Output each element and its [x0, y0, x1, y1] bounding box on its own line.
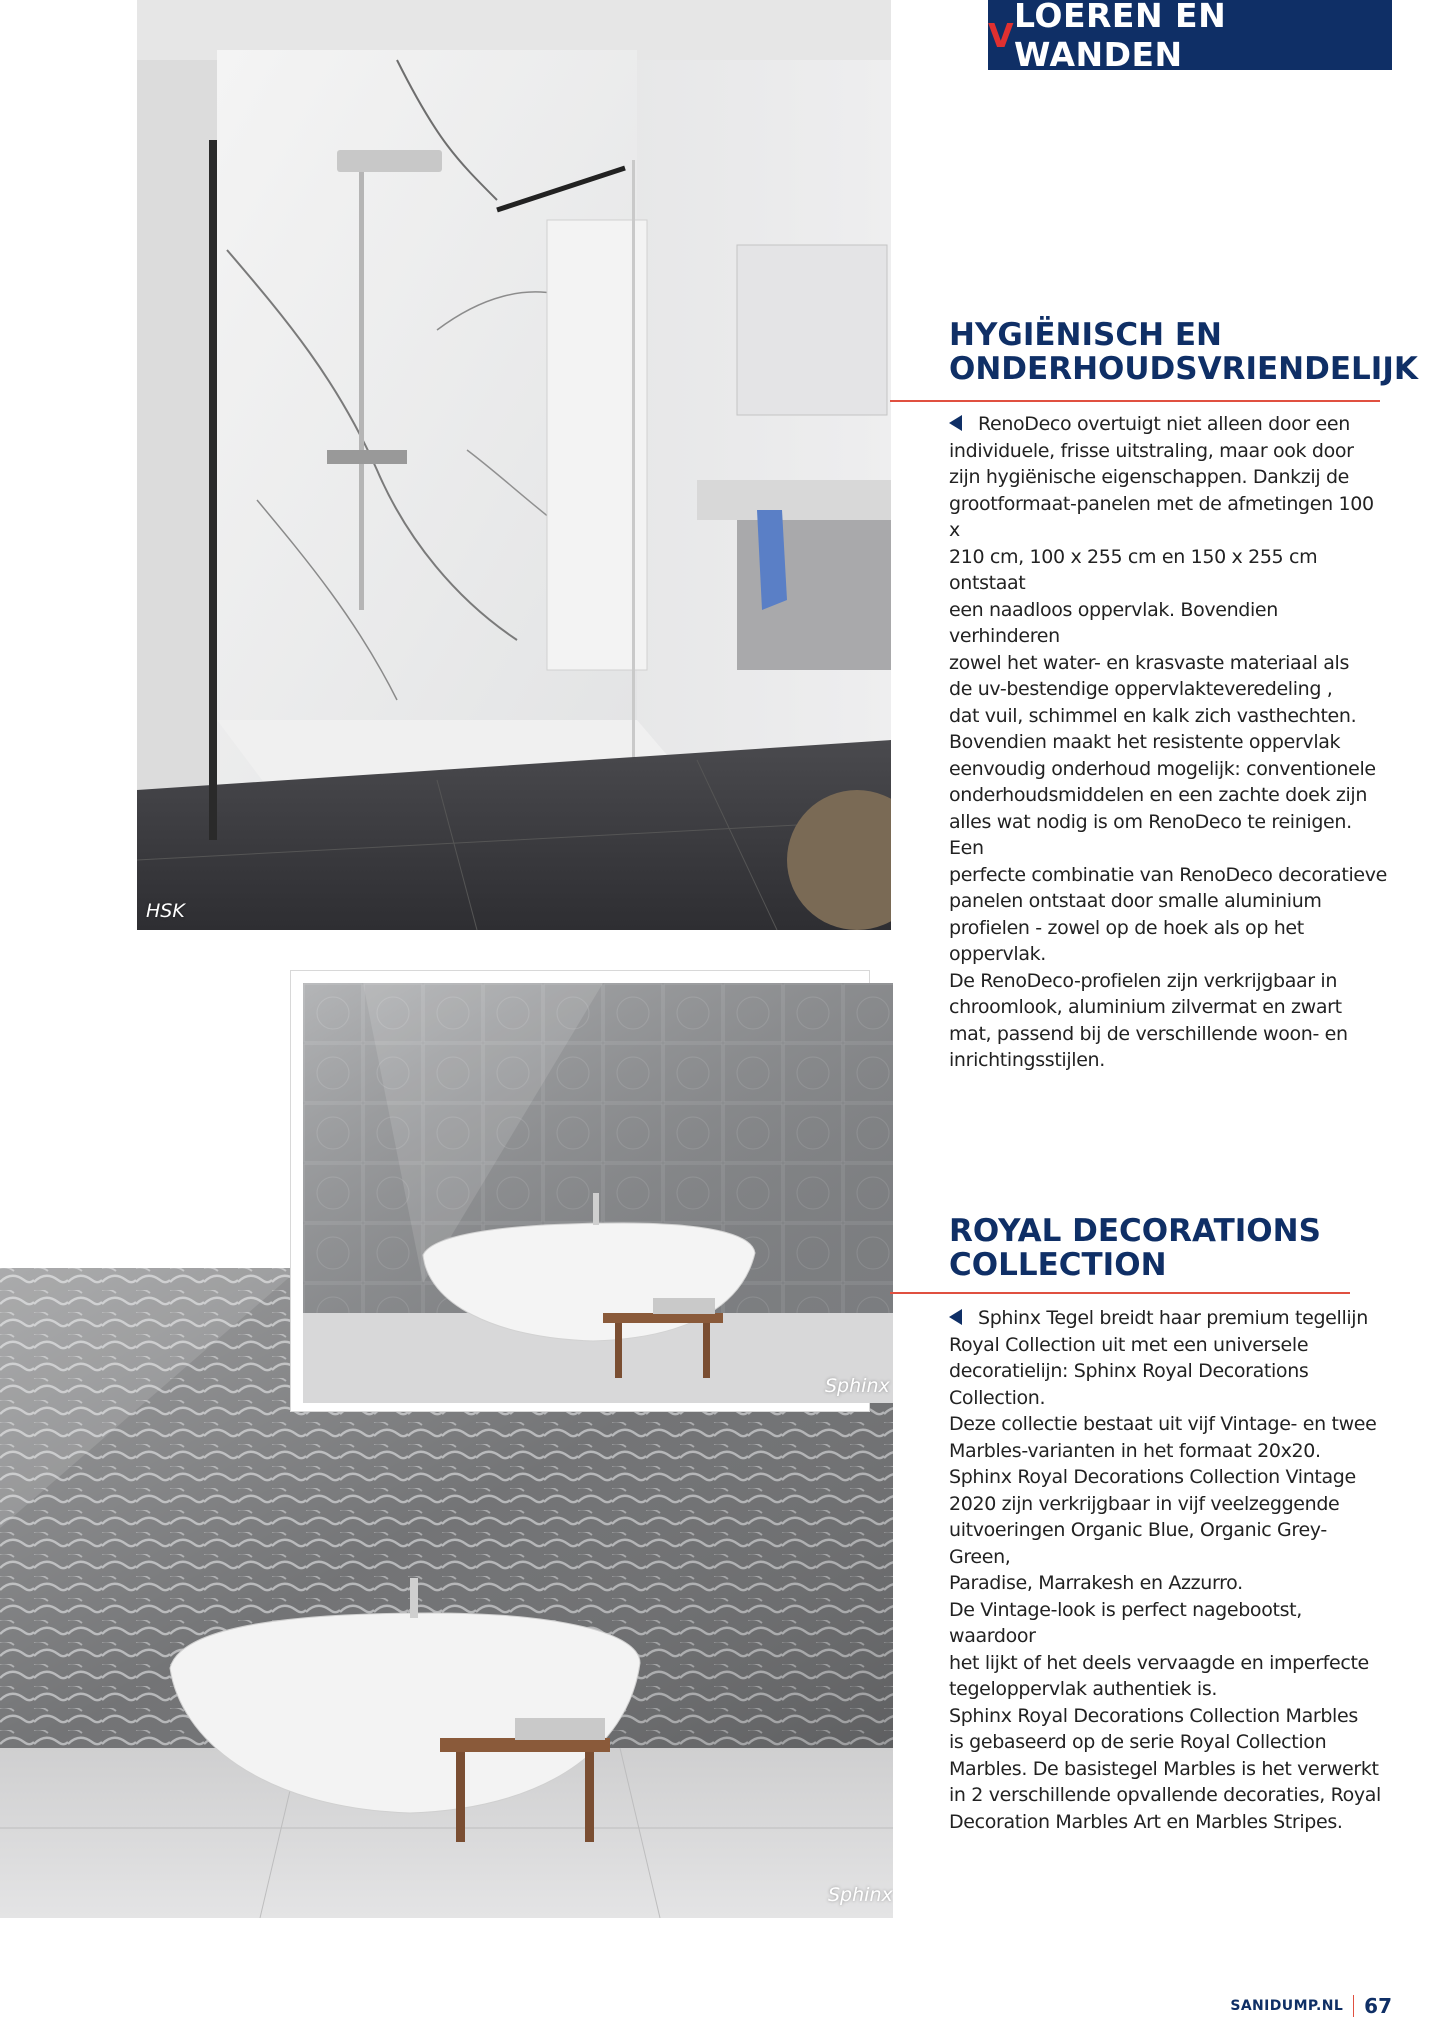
body-line: Sphinx Royal Decorations Collection Marbles	[949, 1704, 1358, 1727]
footer-divider	[1353, 1995, 1354, 2017]
bath-main-photo-caption: Sphinx	[828, 1884, 893, 1906]
body-line: perfecte combinatie van RenoDeco decoratieve	[949, 863, 1387, 886]
body-line: Sphinx Tegel breidt haar premium tegellijn	[949, 1305, 1389, 1332]
body-line: decoratielijn: Sphinx Royal Decorations	[949, 1360, 1309, 1382]
body-line: Marbles. De basistegel Marbles is het verwerkt	[949, 1757, 1379, 1780]
article-royal-body	[949, 1305, 1389, 1835]
body-line: Bovendien maakt het resistente oppervlak	[949, 731, 1341, 753]
body-line: Sphinx Royal Decorations Collection Vintage	[949, 1466, 1356, 1488]
body-line: de uv-bestendige oppervlakteveredeling ,	[949, 678, 1333, 700]
bath-inset-photo-caption: Sphinx	[825, 1375, 890, 1397]
article-royal-title	[949, 1214, 1389, 1282]
body-line: Marbles-varianten in het formaat 20x20.	[949, 1439, 1321, 1462]
body-line: is gebaseerd op de serie Royal Collection	[949, 1731, 1327, 1753]
body-line: inrichtingsstijlen.	[949, 1049, 1105, 1071]
article-hygienisch	[949, 317, 1418, 387]
section-badge	[988, 0, 1392, 74]
article-royal	[949, 1214, 1389, 1282]
bath-inset-frame	[290, 970, 890, 1412]
body-line: 2020 zijn verkrijgbaar in vijf veelzeggende	[949, 1492, 1340, 1515]
shower-photo-caption: HSK	[146, 900, 185, 922]
body-line: een naadloos oppervlak. Bovendien verhinderen	[949, 598, 1278, 647]
shower-bathroom-photo-icon	[137, 0, 891, 930]
article-hygienisch-title-line2: ONDERHOUDSVRIENDELIJK	[949, 351, 1418, 387]
triangle-left-icon	[949, 1309, 962, 1325]
body-line: De Vintage-look is perfect nagebootst, waardoor	[949, 1598, 1302, 1647]
body-line: Decoration Marbles Art en Marbles Stripes.	[949, 1810, 1343, 1833]
bathtub-photo-icon	[303, 983, 893, 1403]
body-line: grootformaat-panelen met de afmetingen 100 x	[949, 492, 1374, 541]
body-line: uitvoeringen Organic Blue, Organic Grey-Green,	[949, 1519, 1327, 1568]
body-line: het lijkt of het deels vervaagde en imperfecte	[949, 1651, 1369, 1674]
article-hygienisch-rule	[890, 400, 1380, 402]
body-line: Deze collectie bestaat uit vijf Vintage- en twee	[949, 1413, 1377, 1435]
body-line: alles wat nodig is om RenoDeco te reinigen. Een	[949, 810, 1352, 859]
body-line: 210 cm, 100 x 255 cm en 150 x 255 cm ontstaat	[949, 545, 1318, 594]
section-badge-label: LOEREN EN WANDEN	[1014, 0, 1227, 74]
article-hygienisch-title	[949, 317, 1418, 387]
section-badge-initial: V	[988, 15, 1015, 55]
bath-inset-photo	[303, 983, 893, 1403]
footer-site: SANIDUMP.NL	[1230, 1998, 1344, 2014]
article-royal-rule	[890, 1292, 1350, 1294]
body-line: individuele, frisse uitstraling, maar ook door	[949, 439, 1354, 462]
page-footer	[1230, 1994, 1392, 2018]
article-hygienisch-title-line1: HYGIËNISCH EN	[949, 317, 1222, 353]
triangle-left-icon	[949, 415, 962, 431]
body-line: dat vuil, schimmel en kalk zich vasthechten.	[949, 704, 1357, 727]
body-line: panelen ontstaat door smalle aluminium	[949, 890, 1322, 912]
body-line: in 2 verschillende opvallende decoraties, Royal	[949, 1784, 1381, 1806]
body-line: zijn hygiënische eigenschappen. Dankzij de	[949, 466, 1350, 488]
body-line: mat, passend bij de verschillende woon- en	[949, 1022, 1348, 1045]
body-line: Paradise, Marrakesh en Azzurro.	[949, 1572, 1243, 1594]
article-royal-title-line1: ROYAL DECORATIONS	[949, 1213, 1321, 1249]
body-line: profielen - zowel op de hoek als op het oppervlak.	[949, 916, 1304, 965]
body-line: onderhoudsmiddelen en een zachte doek zijn	[949, 784, 1368, 806]
body-line: De RenoDeco-profielen zijn verkrijgbaar in	[949, 969, 1338, 992]
article-hygienisch-body	[949, 411, 1389, 1074]
shower-photo	[137, 0, 891, 930]
body-line: Royal Collection uit met een universele	[949, 1333, 1309, 1356]
body-line: zowel het water- en krasvaste materiaal als	[949, 651, 1350, 674]
article-royal-title-line2: COLLECTION	[949, 1247, 1167, 1283]
body-line: Collection.	[949, 1386, 1046, 1409]
body-line: eenvoudig onderhoud mogelijk: conventionele	[949, 757, 1376, 780]
body-line: chroomlook, aluminium zilvermat en zwart	[949, 996, 1342, 1018]
body-line: tegeloppervlak authentiek is.	[949, 1678, 1218, 1700]
page-number: 67	[1364, 1994, 1392, 2018]
body-line: RenoDeco overtuigt niet alleen door een	[949, 411, 1389, 438]
